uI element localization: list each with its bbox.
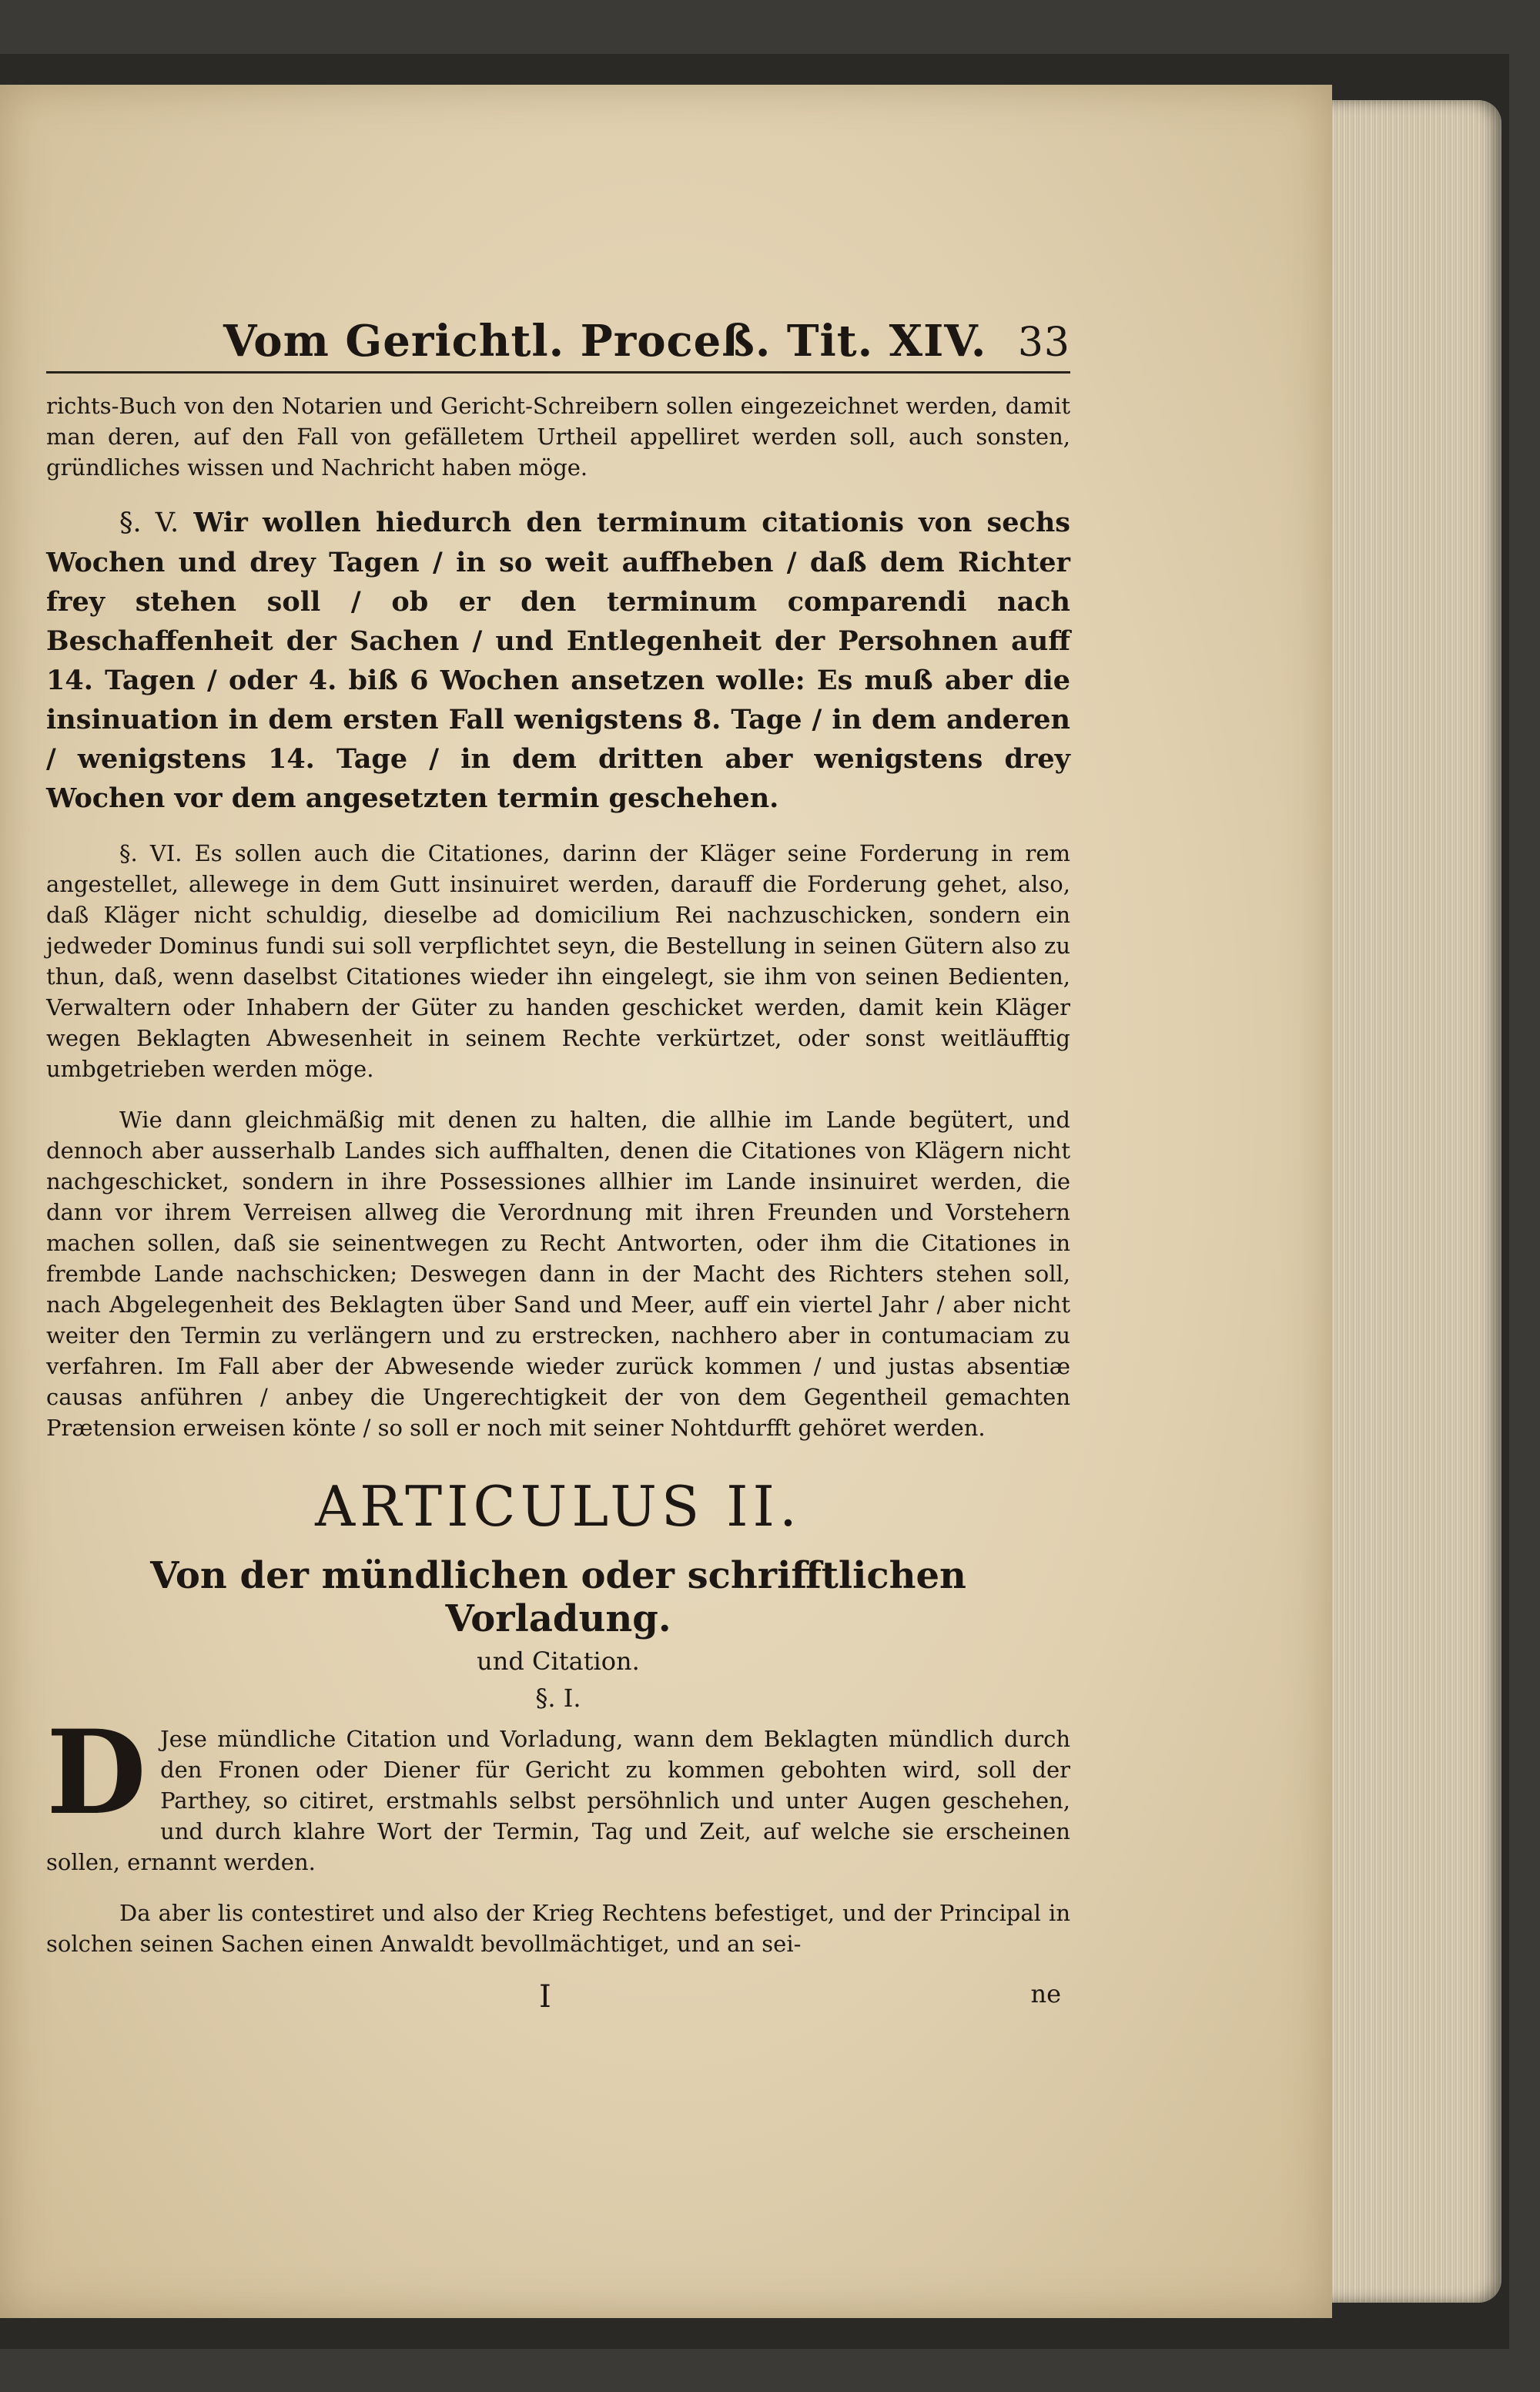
section-mark-i: §. I. — [535, 1683, 581, 1713]
paragraph-section-vi — [46, 838, 1070, 1084]
section-v-text: Wir wollen hiedurch den terminum citationis von sechs Wochen und drey Tagen / in so weit auffheben / daß dem Richter frey stehen soll / ob er den terminum comparendi nach Beschaffenheit der Sachen / und Entlegenheit der Persohnen auff 14. Tagen / oder 4. biß 6 Wochen ansetzen wolle: Es muß aber die insinuation in dem ersten Fall wenigstens 8. Tage / in dem anderen / wenigstens 14. Tage / in dem dritten aber wenigstens drey Wochen vor dem angesetzten termin geschehen. — [46, 507, 1070, 814]
article-subtitle-2: und Citation. — [477, 1647, 640, 1676]
section-vi-text: Es sollen auch die Citationes, darinn der Kläger seine Forderung in rem angestellet, allewege in dem Gutt insinuiret werden, darauff die Forderung gehet, also, daß Kläger nicht schuldig, dieselbe ad domicilium Rei nachzuschicken, sondern ein jedweder Dominus fundi sui soll verpflichtet seyn, die Bestellung in seinen Gütern also zu thun, daß, wenn daselbst Citationes wieder ihn eingelegt, sie ihm von seinen Bedienten, Verwaltern oder Inhabern der Güter zu handen geschicket werden, damit kein Kläger wegen Beklagten Abwesenheit in seinem Rechte verkürtzet, oder sonst weitläufftig umbgetrieben werden möge. — [46, 840, 1070, 1082]
section-mark-vi: §. VI. — [119, 840, 182, 866]
page-content — [46, 316, 1070, 2025]
page-number: 33 — [1017, 320, 1070, 366]
section-mark-v: §. V. — [119, 508, 179, 538]
article-heading: ARTICULUS II. — [315, 1474, 802, 1539]
catchword: ne — [1030, 1979, 1061, 2008]
signature-mark: I — [539, 1979, 551, 2015]
paragraph-1: richts-Buch von den Notarien und Gericht-Schreibern sollen eingezeichnet werden, damit man deren, auf den Fall von gefälletem Urtheil appelliret werden soll, auch sonsten, gründliches wissen und Nachricht haben möge. — [46, 393, 1070, 481]
page-edges — [1324, 100, 1502, 2303]
paragraph-4: Wie dann gleichmäßig mit denen zu halten, die allhie im Lande begütert, und dennoch aber ausserhalb Landes sich auffhalten, denen die Citationes von Klägern nicht nachgeschicket, sondern in ihre Possessiones allhier im Lande insinuiret werden, die dann vor ihrem Verreisen allweg die Verordnung mit ihren Freunden und Vorstehern machen sollen, daß sie seinentwegen zu Recht Antworten, oder ihm die Citationes in frembde Lande nachschicken; Deswegen dann in der Macht des Richters stehen soll, nach Abgelegenheit des Beklagten über Sand und Meer, auff ein viertel Jahr / aber nicht weiter den Termin zu verlängern und zu erstrecken, nachhero aber in contumaciam zu verfahren. Im Fall aber der Abwesende wieder zurück kommen / und justas absentiæ causas anführen / anbey die Ungerechtigkeit der von dem Gegentheil gemachten Prætension erweisen könte / so soll er noch mit seiner Nohtdurfft gehöret werden. — [46, 1107, 1070, 1441]
paragraph-5-text: Jese mündliche Citation und Vorladung, wann dem Beklagten mündlich durch den Fronen oder Diener für Gericht zu kommen gebohten wird, soll der Parthey, so citiret, erstmahls selbst persöhnlich und unter Augen geschehen, und durch klahre Wort der Termin, Tag und Zeit, auf welche sie erscheinen sollen, ernannt werden. — [46, 1726, 1070, 1875]
page-footer — [46, 1979, 1070, 2025]
article-subtitle: Von der mündlichen oder schrifftlichen Vorladung. — [150, 1554, 966, 1640]
drop-cap: D — [46, 1705, 147, 1841]
paragraph-5 — [46, 1705, 1070, 1878]
page-title: Vom Gerichtl. Proceß. Tit. XIV. — [223, 316, 987, 367]
paragraph-6: Da aber lis contestiret und also der Krieg Rechtens befestiget, und der Principal in solchen seinen Sachen einen Anwaldt bevollmächtiget, und an sei- — [46, 1900, 1070, 1957]
book-page — [0, 85, 1332, 2318]
running-head — [46, 316, 1070, 374]
paragraph-section-v — [46, 503, 1070, 818]
